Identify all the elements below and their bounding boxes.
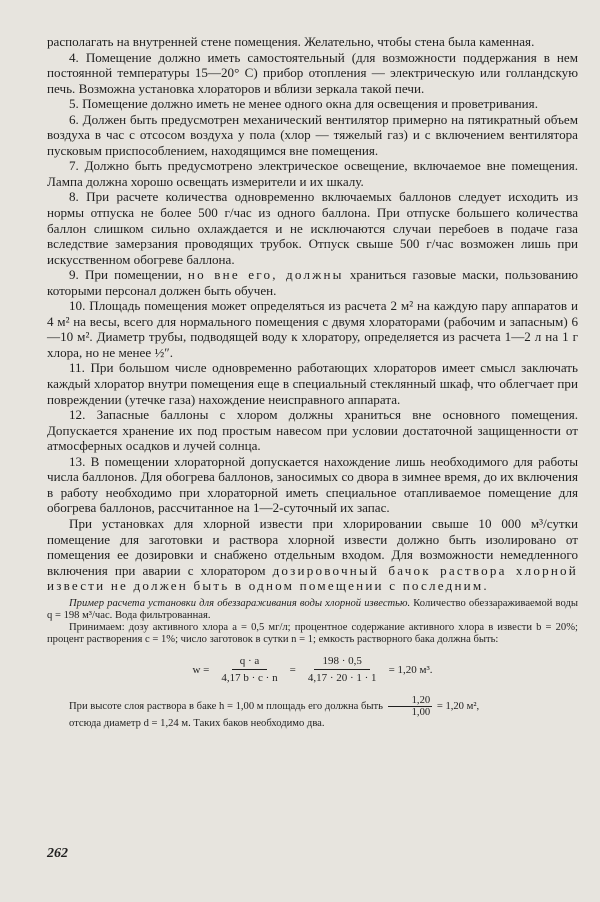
formula-fraction-numeric: $\frac{198 \cdot 0,5}{4,17 \cdot 20 \cdot 1 \cdot 1}$ (307, 655, 377, 684)
paragraph: 5. Помещение должно иметь не менее одного окна для освещения и проветривания. (69, 96, 538, 112)
paragraph: 11. При большом числе одновременно работающих хлораторов имеет смысл заключать каждый хлоратор внутри помещения еще в специальный стеклянный шкаф, что облегчает при повреждении (утечке газа) нахождение неисправного аппарата. (47, 360, 578, 407)
example-intro: Пример расчета установки для обеззараживания воды хлорной известью. Количество обеззараживаемой воды q = 198 м³/час. Вода фильтрованная. (47, 597, 578, 621)
example-conclusion: отсюда диаметр d = 1,24 м. Таких баков необходимо два. (69, 717, 325, 729)
area-fraction: $\frac{1,20}{1,00}$ (388, 695, 433, 718)
paragraph: 13. В помещении хлораторной допускается нахождение лишь необходимого для работы числа баллонов. Для обогрева баллонов, заносимых со двора в зимнее время, до их включения в работу необходимо при хлораторной иметь специальное отапливаемое помещение для обогрева баллонов, рассчитанное на 1—2-суточный их запас. (47, 453, 578, 516)
paragraph: 6. Должен быть предусмотрен механический вентилятор примерно на пятикратный объем воздуха в час с отсосом воздуха у пола (хлор — тяжелый газ) и с включением вентилятора пусковым приспособлением, находящимся вне помещения. (47, 111, 578, 158)
paragraph: 7. Должно быть предусмотрено электрическое освещение, включаемое вне помещения. Лампа должна хорошо освещать измерители и их шкалу. (47, 158, 578, 189)
volume-formula: w = $\frac{q \cdot a}{4,17 b \cdot c \cdot n}$ = $\frac{198 \cdot 0,5}{4,17 \cdot 20 \cdot 1 \cdot 1}$ = 1,20 м³. (192, 655, 433, 684)
paragraph: 4. Помещение должно иметь самостоятельный (для возможности поддержания в нем постоянной температуры 15—20° С) прибор отопления — электрическую или голландскую печь. Возможна установка хлораторов и вблизи зеркала такой печи. (47, 49, 578, 96)
paragraph-14: При установках для хлорной извести при хлорировании свыше 10 000 м³/сутки помещение для заготовки и раствора хлорной извести должно быть изолировано от помещения ее дозировки и снабжено отдельным входом. Для возможности немедленного включения при аварии с хлоратором дозировочный бачок раствора хлорной извести не должен быть в одном помещении с последним. (47, 515, 578, 594)
formula-fraction-symbolic: $\frac{q \cdot a}{4,17 b \cdot c \cdot n}$ (221, 655, 278, 684)
main-text (47, 34, 578, 594)
paragraph: 10. Площадь помещения может определяться из расчета 2 м² на каждую пару аппаратов и 4 м² на весы, всего для нормального помещения с двумя хлораторами (рабочим и запасным) 6—10 м². Диаметр трубы, подводящей воду к хлоратору, определяется из расчета 1—2 л на 1 г хлора, но не менее ½″. (47, 298, 578, 360)
emphasis-text: но вне его, должны (187, 267, 344, 283)
calculation-example (47, 598, 578, 730)
paragraph: 12. Запасные баллоны с хлором должны храниться вне основного помещения. Допускается хранение их под простым навесом при условии достаточной защищенности от атмосферных осадков и лучей солнца. (47, 407, 578, 454)
example-assumptions: Принимаем: дозу активного хлора a = 0,5 мг/л; процентное содержание активного хлора в извести b = 20%; процент растворения c = 1%; число заготовок в сутки n = 1; емкость растворного бака должна быть: (47, 622, 578, 646)
example-title: Пример расчета установки для обеззараживания воды хлорной известью. (69, 597, 411, 609)
paragraph-9: 9. При помещении, но вне его, должны храниться газовые маски, пользованию которыми персонал должен быть обучен. (47, 267, 578, 298)
formula-result: = 1,20 м³. (388, 663, 433, 676)
example-area: При высоте слоя раствора в баке h = 1,00 м площадь его должна быть $\frac{1,20}{1,00}$ = 1,20 м², (69, 694, 480, 718)
paragraph: 8. При расчете количества одновременно включаемых баллонов следует исходить из нормы отпуска не более 500 г/час из одного баллона. При отпуске большего количества баллон слишком сильно охлаждается и не исключаются случаи перебоев в подаче газа вследствие замерзания проводящих трубок. Отпуск свыше 500 г/час возможен лишь при искусственном обогреве баллона. (47, 189, 578, 267)
emphasis-text: дозировочный бачок раствора хлорной извести не должен быть в одном помещении с последним. (47, 562, 578, 594)
paragraph: располагать на внутренней стене помещения. Желательно, чтобы стена была каменная. (47, 34, 535, 49)
page-number: 262 (47, 846, 68, 861)
